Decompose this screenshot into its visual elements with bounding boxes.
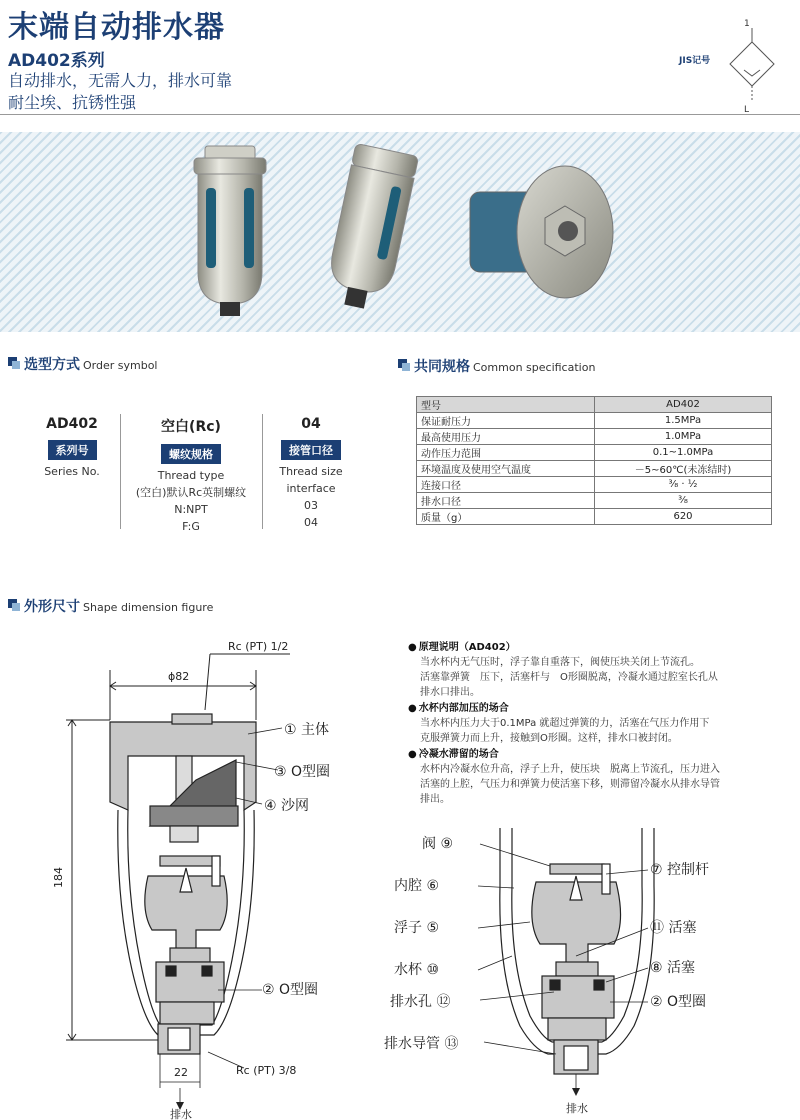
principle-drawing	[380, 826, 800, 1120]
section-icon	[8, 357, 20, 369]
drain-label: 排水	[170, 1108, 192, 1120]
principle-block-1	[408, 640, 788, 700]
order-desc: interface	[286, 482, 336, 495]
page-title: 末端自动排水器	[8, 10, 225, 45]
product-photo-side	[470, 166, 613, 298]
drain-label: 排水	[566, 1102, 588, 1115]
rc-bottom-label: Rc (PT) 3/8	[236, 1064, 297, 1077]
table-row: 最高使用压力 1.0MPa	[417, 429, 772, 445]
table-row: 连接口径 ³⁄₈ · ¹⁄₂	[417, 477, 772, 493]
table-row: 动作压力范围 0.1~1.0MPa	[417, 445, 772, 461]
height-label: 184	[52, 867, 65, 888]
order-desc: 03	[304, 499, 318, 512]
order-desc: Series No.	[44, 465, 100, 478]
jis-port-bottom: L	[744, 105, 750, 114]
order-code: 04	[301, 416, 321, 432]
product-photo-front	[194, 146, 266, 316]
label-oring: ② O型圈	[650, 994, 707, 1010]
label-body: ① 主体	[284, 722, 330, 738]
table-row: 质量（g） 620	[417, 509, 772, 525]
table-row: 保证耐压力 1.5MPa	[417, 413, 772, 429]
subtitle-2: 耐尘埃、抗锈性强	[8, 93, 137, 112]
principle-line: 当水杯内压力大于0.1MPa 就超过弹簧的力，活塞在气压力作用下	[420, 718, 710, 729]
section-icon	[8, 599, 20, 611]
order-desc: 04	[304, 516, 318, 529]
order-badge: 接管口径	[281, 440, 341, 460]
order-divider	[262, 414, 263, 529]
principle-heading: ● 水杯内部加压的场合	[408, 701, 788, 716]
spec-title: 共同规格 Common specification	[398, 356, 595, 376]
label-water-cup: 水杯 ⑩	[394, 962, 440, 978]
label-oring-3: ③ O型圈	[274, 764, 331, 780]
order-desc: (空白)默认Rc英制螺纹	[135, 486, 247, 499]
principle-line: 克服弹簧力而上升，接触到O形圈。这样，排水口被封闭。	[420, 733, 678, 744]
jis-label: JIS记号	[679, 56, 711, 66]
label-sand-net: ④ 沙网	[264, 798, 310, 814]
order-desc: F:G	[182, 520, 200, 533]
order-size-column	[266, 416, 356, 531]
product-photos	[0, 132, 800, 332]
label-inner-chamber: 内腔 ⑥	[394, 878, 440, 894]
header-divider	[0, 114, 800, 115]
order-badge: 螺纹规格	[161, 444, 221, 464]
dia-label: ϕ82	[168, 670, 190, 683]
section-icon	[398, 359, 410, 371]
label-drain-hole: 排水孔 ⑫	[390, 994, 451, 1010]
table-row: 排水口径 ³⁄₈	[417, 493, 772, 509]
label-piston-8: ⑧ 活塞	[650, 960, 696, 976]
order-code: AD402	[46, 416, 98, 432]
principle-line: 活塞的上腔，气压力和弹簧力使活塞下移，则滞留冷凝水从排水导管	[420, 779, 720, 790]
table-row: 型号 AD402	[417, 397, 772, 413]
principle-line: 水杯内冷凝水位升高，浮子上升，使压块 脱离上节流孔，压力进入	[420, 764, 720, 775]
principle-block-2	[408, 701, 788, 746]
order-divider	[120, 414, 121, 529]
label-piston-11: ⑪ 活塞	[650, 920, 697, 936]
subtitle-1: 自动排水，无需人力，排水可靠	[8, 71, 233, 90]
jis-port-top: 1	[744, 19, 750, 29]
order-code: 空白(Rc)	[161, 419, 221, 435]
label-float: 浮子 ⑤	[394, 920, 440, 936]
dimension-drawing	[0, 630, 400, 1120]
order-desc: N:NPT	[174, 503, 208, 516]
principle-block-3	[408, 747, 788, 807]
label-valve: 阀 ⑨	[422, 836, 454, 852]
width-bottom-label: 22	[174, 1066, 188, 1079]
order-desc: Thread type	[157, 469, 225, 482]
principle-line: 排出。	[420, 794, 450, 805]
label-control-rod: ⑦ 控制杆	[650, 862, 710, 878]
label-oring-2: ② O型圈	[262, 982, 319, 998]
principle-line: 活塞靠弹簧 压下，活塞杆与 O形圈脱离，冷凝水通过腔室长孔从	[420, 672, 718, 683]
series-name: AD402系列	[8, 51, 105, 71]
spec-table	[416, 396, 772, 525]
label-drain-tube: 排水导管 ⑬	[384, 1036, 459, 1052]
product-photo-band	[0, 132, 800, 332]
principle-heading: ● 原理说明（AD402）	[408, 640, 788, 655]
rc-top-label: Rc (PT) 1/2	[228, 640, 289, 653]
order-series-column	[32, 416, 112, 480]
product-photo-angle	[323, 143, 419, 313]
principle-heading: ● 冷凝水滞留的场合	[408, 747, 788, 762]
order-symbol-title: 选型方式 Order symbol	[8, 354, 157, 374]
order-thread-column	[122, 416, 260, 535]
principle-line: 排水口排出。	[420, 687, 480, 698]
order-desc: Thread size	[279, 465, 343, 478]
shape-title: 外形尺寸 Shape dimension figure	[8, 596, 213, 616]
principle-line: 当水杯内无气压时，浮子靠自重落下，阀使压块关闭上节流孔。	[420, 657, 700, 668]
jis-symbol-icon	[722, 14, 782, 114]
table-row: 环境温度及使用空气温度 －5~60℃(未冻结时)	[417, 461, 772, 477]
order-badge: 系列号	[48, 440, 97, 460]
